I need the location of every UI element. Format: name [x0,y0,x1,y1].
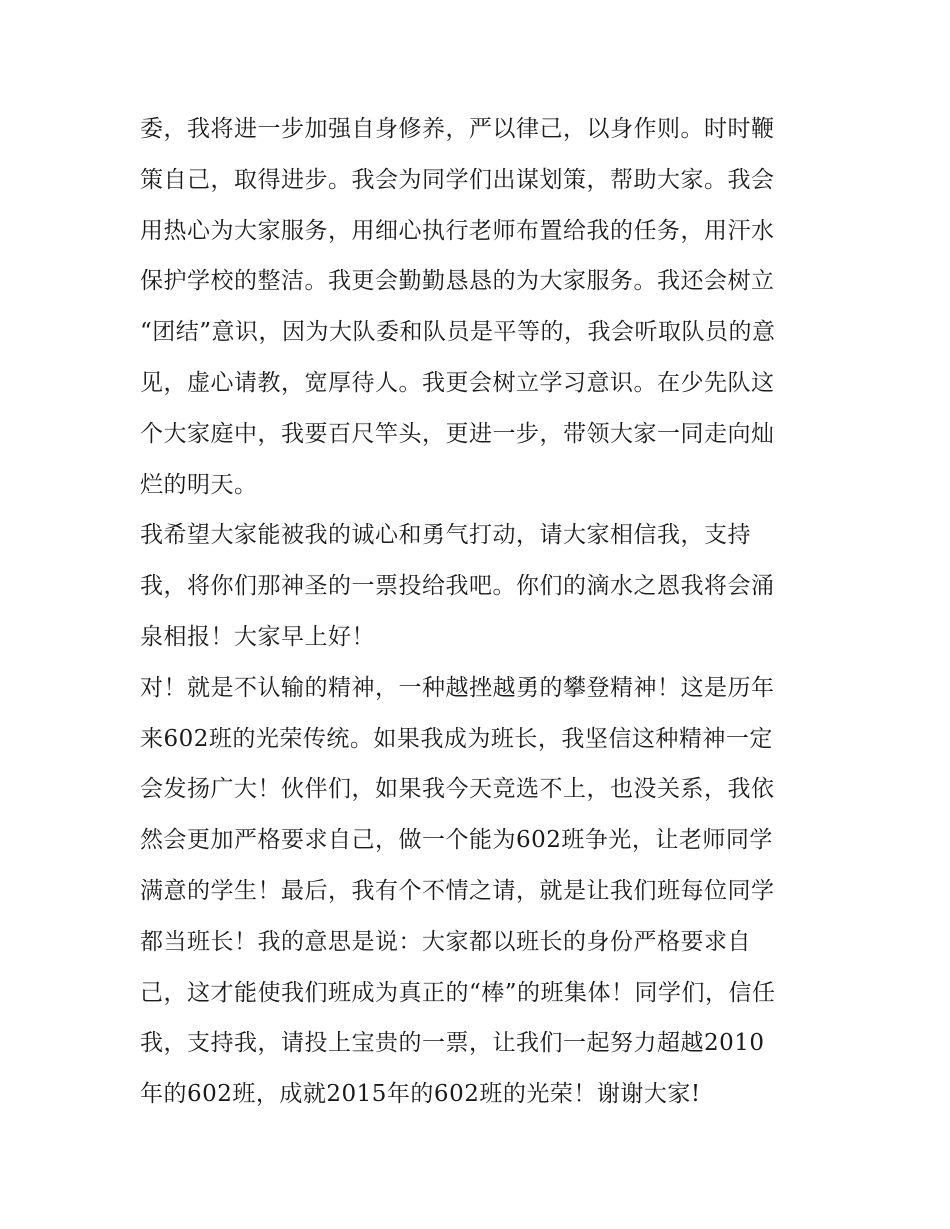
text-line: 保护学校的整洁。我更会勤勤恳恳的为大家服务。我还会树立 [140,268,775,295]
text-line: 泉相报！大家早上好！ [140,623,375,650]
text-line: 我，支持我，请投上宝贵的一票，让我们一起努力超越2010 [140,1030,765,1057]
text-line: 都当班长！我的意思是说：大家都以班长的身份严格要求自 [140,928,751,955]
text-line: “团结”意识，因为大队委和队员是平等的，我会听取队员的意 [140,319,776,346]
text-line: 个大家庭中，我要百尺竿头，更进一步，带领大家一同走向灿 [140,420,775,447]
text-line: 我，将你们那神圣的一票投给我吧。你们的滴水之恩我将会涌 [140,573,775,600]
text-line: 满意的学生！最后，我有个不情之请，就是让我们班每位同学 [140,877,775,904]
text-line: 用热心为大家服务，用细心执行老师布置给我的任务，用汗水 [140,217,775,244]
text-line: 年的602班，成就2015年的602班的光荣！谢谢大家! [140,1081,701,1108]
text-line: 委，我将进一步加强自身修养，严以律己，以身作则。时时鞭 [140,116,775,142]
text-line: 我希望大家能被我的诚心和勇气打动，请大家相信我，支持 [140,522,751,549]
text-line: 己，这才能使我们班成为真正的“棒”的班集体！同学们，信任 [140,979,776,1006]
document-body [140,104,820,1120]
text-line: 策自己，取得进步。我会为同学们出谋划策，帮助大家。我会 [140,166,775,193]
text-line: 然会更加严格要求自己，做一个能为602班争光，让老师同学 [140,827,773,854]
text-line: 烂的明天。 [140,471,258,498]
text-line: 来602班的光荣传统。如果我成为班长，我坚信这种精神一定 [140,725,773,752]
text-line: 见，虚心请教，宽厚待人。我更会树立学习意识。在少先队这 [140,369,775,396]
text-line: 会发扬广大！伙伴们，如果我今天竞选不上，也没关系，我依 [140,776,775,803]
text-line: 对！就是不认输的精神，一种越挫越勇的攀登精神！这是历年 [140,674,775,701]
